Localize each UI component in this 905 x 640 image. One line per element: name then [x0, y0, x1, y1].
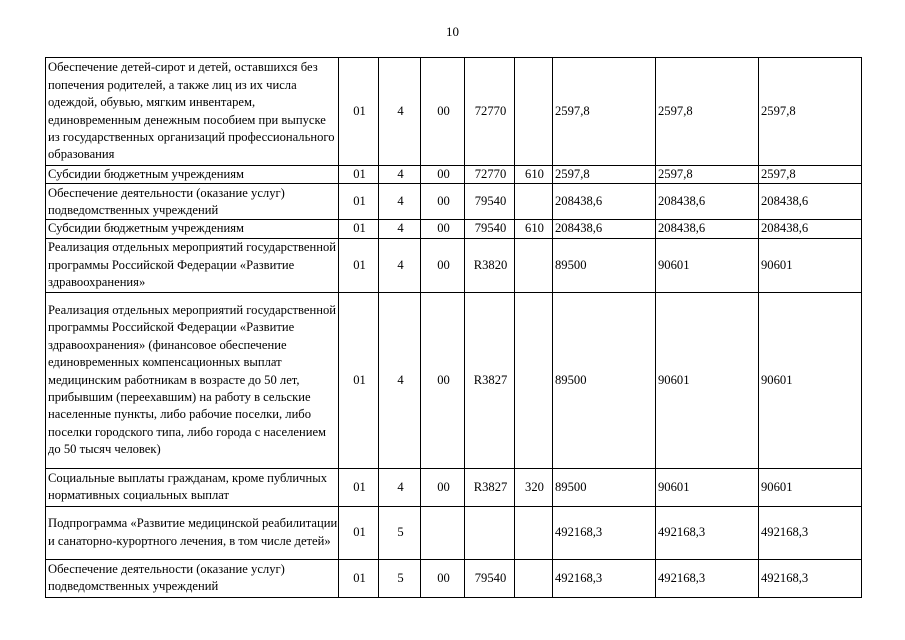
target-item-code-cell: 79540 — [465, 220, 515, 238]
table-row — [46, 220, 862, 238]
subsection-code-cell: 4 — [379, 292, 421, 468]
section-code-cell: 01 — [339, 58, 379, 166]
subsection-code-cell: 4 — [379, 166, 421, 184]
section-code-cell: 01 — [339, 506, 379, 559]
amount-cell-2: 208438,6 — [656, 220, 759, 238]
subsection-code-cell: 4 — [379, 468, 421, 506]
subsection-code-cell: 5 — [379, 506, 421, 559]
section-code-cell: 01 — [339, 184, 379, 220]
program-code-cell: 00 — [421, 559, 465, 597]
row-name-cell: Обеспечение детей-сирот и детей, оставшихся без попечения родителей, а также лиц из их числа одеждой, обувью, мягким инвентарем, единовременным денежным пособием при выпуске из государственных организаций профессионального образования — [46, 58, 339, 166]
target-item-code-cell — [465, 506, 515, 559]
amount-cell-2: 492168,3 — [656, 559, 759, 597]
amount-cell-2: 90601 — [656, 238, 759, 292]
amount-cell-3: 2597,8 — [759, 58, 862, 166]
target-item-code-cell: 79540 — [465, 184, 515, 220]
amount-cell-3: 492168,3 — [759, 559, 862, 597]
amount-cell-1: 89500 — [553, 468, 656, 506]
amount-cell-3: 208438,6 — [759, 184, 862, 220]
expense-type-cell: 610 — [515, 166, 553, 184]
amount-cell-1: 89500 — [553, 238, 656, 292]
table-row — [46, 238, 862, 292]
program-code-cell: 00 — [421, 468, 465, 506]
target-item-code-cell: R3827 — [465, 292, 515, 468]
program-code-cell: 00 — [421, 166, 465, 184]
amount-cell-1: 492168,3 — [553, 506, 656, 559]
table-row — [46, 506, 862, 559]
amount-cell-3: 90601 — [759, 238, 862, 292]
amount-cell-2: 90601 — [656, 468, 759, 506]
target-item-code-cell: R3820 — [465, 238, 515, 292]
amount-cell-1: 2597,8 — [553, 166, 656, 184]
budget-table — [45, 57, 862, 598]
expense-type-cell — [515, 184, 553, 220]
subsection-code-cell: 4 — [379, 184, 421, 220]
subsection-code-cell: 4 — [379, 220, 421, 238]
amount-cell-3: 208438,6 — [759, 220, 862, 238]
section-code-cell: 01 — [339, 468, 379, 506]
amount-cell-1: 208438,6 — [553, 220, 656, 238]
table-row — [46, 58, 862, 166]
program-code-cell: 00 — [421, 238, 465, 292]
expense-type-cell — [515, 506, 553, 559]
program-code-cell — [421, 506, 465, 559]
amount-cell-2: 208438,6 — [656, 184, 759, 220]
target-item-code-cell: 72770 — [465, 58, 515, 166]
amount-cell-3: 492168,3 — [759, 506, 862, 559]
section-code-cell: 01 — [339, 238, 379, 292]
target-item-code-cell: 79540 — [465, 559, 515, 597]
page-number: 10 — [446, 24, 459, 39]
section-code-cell: 01 — [339, 166, 379, 184]
table-row — [46, 184, 862, 220]
program-code-cell: 00 — [421, 58, 465, 166]
subsection-code-cell: 4 — [379, 238, 421, 292]
table-row — [46, 559, 862, 597]
expense-type-cell — [515, 58, 553, 166]
section-code-cell: 01 — [339, 220, 379, 238]
row-name-cell: Социальные выплаты гражданам, кроме публичных нормативных социальных выплат — [46, 468, 339, 506]
row-name-cell: Субсидии бюджетным учреждениям — [46, 166, 339, 184]
amount-cell-1: 2597,8 — [553, 58, 656, 166]
amount-cell-2: 492168,3 — [656, 506, 759, 559]
section-code-cell: 01 — [339, 292, 379, 468]
row-name-cell: Обеспечение деятельности (оказание услуг) подведомственных учреждений — [46, 184, 339, 220]
amount-cell-1: 89500 — [553, 292, 656, 468]
subsection-code-cell: 4 — [379, 58, 421, 166]
subsection-code-cell: 5 — [379, 559, 421, 597]
table-row — [46, 166, 862, 184]
expense-type-cell — [515, 238, 553, 292]
target-item-code-cell: 72770 — [465, 166, 515, 184]
row-name-cell: Подпрограмма «Развитие медицинской реабилитации и санаторно-курортного лечения, в том числе детей» — [46, 506, 339, 559]
amount-cell-1: 208438,6 — [553, 184, 656, 220]
amount-cell-2: 2597,8 — [656, 166, 759, 184]
expense-type-cell — [515, 559, 553, 597]
program-code-cell: 00 — [421, 220, 465, 238]
program-code-cell: 00 — [421, 292, 465, 468]
amount-cell-3: 90601 — [759, 468, 862, 506]
expense-type-cell — [515, 292, 553, 468]
program-code-cell: 00 — [421, 184, 465, 220]
table-row — [46, 468, 862, 506]
section-code-cell: 01 — [339, 559, 379, 597]
amount-cell-2: 2597,8 — [656, 58, 759, 166]
row-name-cell: Реализация отдельных мероприятий государственной программы Российской Федерации «Развитие здравоохранения» — [46, 238, 339, 292]
amount-cell-1: 492168,3 — [553, 559, 656, 597]
target-item-code-cell: R3827 — [465, 468, 515, 506]
row-name-cell: Обеспечение деятельности (оказание услуг) подведомственных учреждений — [46, 559, 339, 597]
expense-type-cell: 320 — [515, 468, 553, 506]
expense-type-cell: 610 — [515, 220, 553, 238]
row-name-cell: Реализация отдельных мероприятий государственной программы Российской Федерации «Развитие здравоохранения» (финансовое обеспечение единовременных компенсационных выплат медицинским работникам в возрасте до 50 лет, прибывшим (переехавшим) на работу в сельские населенные пункты, либо рабочие поселки, либо поселки городского типа, либо города с населением до 50 тысяч человек) — [46, 292, 339, 468]
amount-cell-3: 90601 — [759, 292, 862, 468]
amount-cell-3: 2597,8 — [759, 166, 862, 184]
amount-cell-2: 90601 — [656, 292, 759, 468]
table-row — [46, 292, 862, 468]
row-name-cell: Субсидии бюджетным учреждениям — [46, 220, 339, 238]
